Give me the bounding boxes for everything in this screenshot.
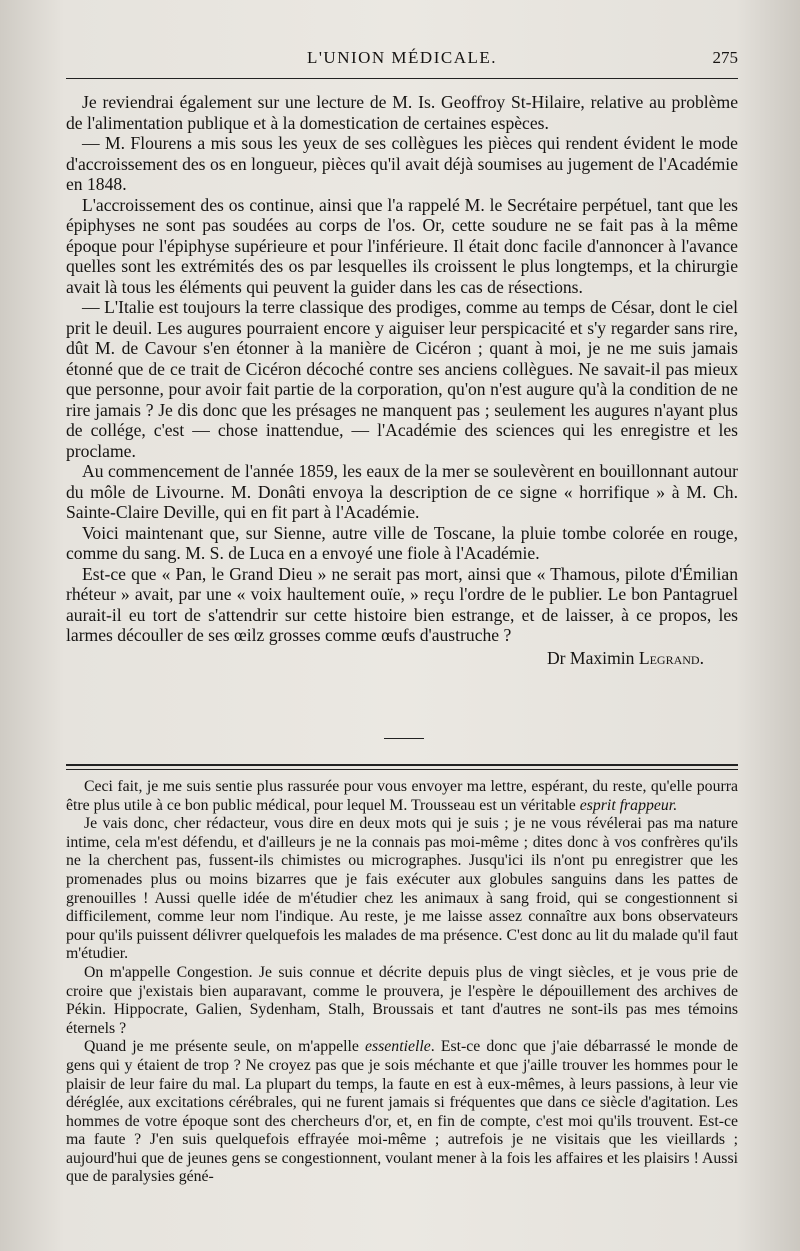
author-signature	[66, 648, 738, 669]
feuilleton-rule	[66, 764, 738, 770]
article-paragraph: Au commencement de l'année 1859, les eaux de la mer se soulevèrent en bouillonnant autour du môle de Livourne. M. Donâti envoya la description de ce signe « horrifique » à M. Ch. Sainte-Claire Deville, qui en fit part à l'Académie.	[66, 461, 738, 522]
feuilleton-letter	[66, 778, 738, 1187]
article-paragraph: Est-ce que « Pan, le Grand Dieu » ne serait pas mort, ainsi que « Thamous, pilote d'Émilian rhéteur » avait, par une « voix haultement ouïe, » reçu l'ordre de le publier. Le bon Pantagruel aurait-il eu tort de s'attendrir sur cette histoire bien estrange, et de laisser, à ce propos, les larmes découller de ses œilz grosses comme œufs d'austruche ?	[66, 563, 738, 645]
letter-paragraph: Quand je me présente seule, on m'appelle essentielle. Est-ce donc que j'aie débarrassé le monde de gens qui y étaient de trop ? Ne croyez pas que je sois méchante et que j'aille trouver les hommes pour le plaisir de leur faire du mal. La plupart du temps, la faute en est à eux-mêmes, à leurs passions, à leur vie déréglée, aux excitations cérébrales, qui ne furent jamais si fréquentes que dans ce siècle d'agitation. Les hommes de votre époque sont des chercheurs d'or, et, en fin de compte, c'est moi qu'ils trouvent. Est-ce ma faute ? J'en suis quelquefois effrayée moi-même ; autrefois je ne visitais que les vieillards ; aujourd'hui que de jeunes gens se congestionnent, voulant mener à la fois les affaires et les plaisirs ! Aussi que de paralysies géné-	[66, 1038, 738, 1186]
article-paragraph: Je reviendrai également sur une lecture de M. Is. Geoffroy St-Hilaire, relative au problème de l'alimentation publique et à la domestication de certaines espèces.	[66, 92, 738, 133]
running-head	[66, 44, 738, 74]
article-paragraph: — L'Italie est toujours la terre classique des prodiges, comme au temps de César, dont le ciel prit le deuil. Les augures pourraient encore y aiguiser leur perspicacité et s'y regarder sans rire, dût M. de Cavour s'en étonner à la manière de Cicéron ; quant à moi, je ne me suis jamais étonné que de ce trait de Cicéron décoché contre ses anciens collègues. Ne savait-il pas mieux que personne, pour avoir fait partie de la corporation, qu'on n'est augure qu'à la condition de ne rire jamais ? Je dis donc que les présages ne manquent pas ; seulement les augures n'ayant plus de collége, c'est — chose inattendue, — l'Académie des sciences qui les enregistre et les proclame.	[66, 297, 738, 461]
article-paragraph: L'accroissement des os continue, ainsi que l'a rappelé M. le Secrétaire perpétuel, tant que les épiphyses ne sont pas soudées au corps de l'os. Or, cette soudure ne se fait pas à la même époque pour l'épiphyse supérieure et pour l'inférieure. Il était donc facile d'annoncer à l'avance quelles sont les extrémités des os par lesquelles ils croissent le plus longtemps, et la chirurgie avait là tous les éléments qui peuvent la guider dans les cas de résections.	[66, 194, 738, 297]
letter-paragraph: On m'appelle Congestion. Je suis connue et décrite depuis plus de vingt siècles, et je vous prie de croire que j'existais bien auparavant, comme le prouvera, je l'espère le dépouillement des archives de Pékin. Hippocrate, Galien, Sydenham, Stalh, Broussais et tant d'autres ne sont-ils pas mes témoins éternels ?	[66, 963, 738, 1037]
article-paragraph: Voici maintenant que, sur Sienne, autre ville de Toscane, la pluie tombe colorée en rouge, comme du sang. M. S. de Luca en a envoyé une fiole à l'Académie.	[66, 522, 738, 563]
signature-name: Legrand.	[638, 647, 704, 668]
article-body	[66, 92, 738, 668]
journal-title: L'UNION MÉDICALE.	[306, 48, 498, 67]
article-paragraph: — M. Flourens a mis sous les yeux de ses collègues les pièces qui rendent évident le mode d'accroissement des os en longueur, pièces qu'il avait déjà soumises au jugement de l'Académie en 1848.	[66, 133, 738, 194]
italic-word: essentielle	[364, 1038, 431, 1056]
signature-prefix: Dr Maximin	[546, 647, 639, 668]
section-separator	[384, 738, 424, 739]
italic-phrase: esprit frappeur.	[579, 796, 678, 814]
letter-paragraph: Je vais donc, cher rédacteur, vous dire en deux mots qui je suis ; je ne vous révélerai pas ma nature intime, cela m'est défendu, et d'ailleurs je ne la connais pas moi-même ; dites donc à vos confrères qu'ils ne la cherchent pas, fussent-ils chimistes ou micrographes. Jusqu'ici ils n'ont pu enregistrer que les promenades plus ou moins bizarres que je fais exécuter aux globules sanguins dans les pattes de grenouilles ! Aussi quelle idée de m'étudier chez les animaux à sang froid, qui se congestionnent si difficilement, comme leur nom l'indique. Au reste, je me laisse assez connaître aux bons observateurs pour qu'ils puissent délivrer quelquefois les malades de ma présence. C'est donc au lit du malade qu'il faut m'étudier.	[66, 815, 738, 963]
letter-paragraph: Ceci fait, je me suis sentie plus rassurée pour vous envoyer ma lettre, espérant, du reste, qu'elle pourra être plus utile à ce bon public médical, pour lequel M. Trousseau est un véritable esprit frappeur.	[66, 778, 738, 814]
header-rule	[66, 78, 738, 79]
page-number: 275	[712, 48, 738, 67]
